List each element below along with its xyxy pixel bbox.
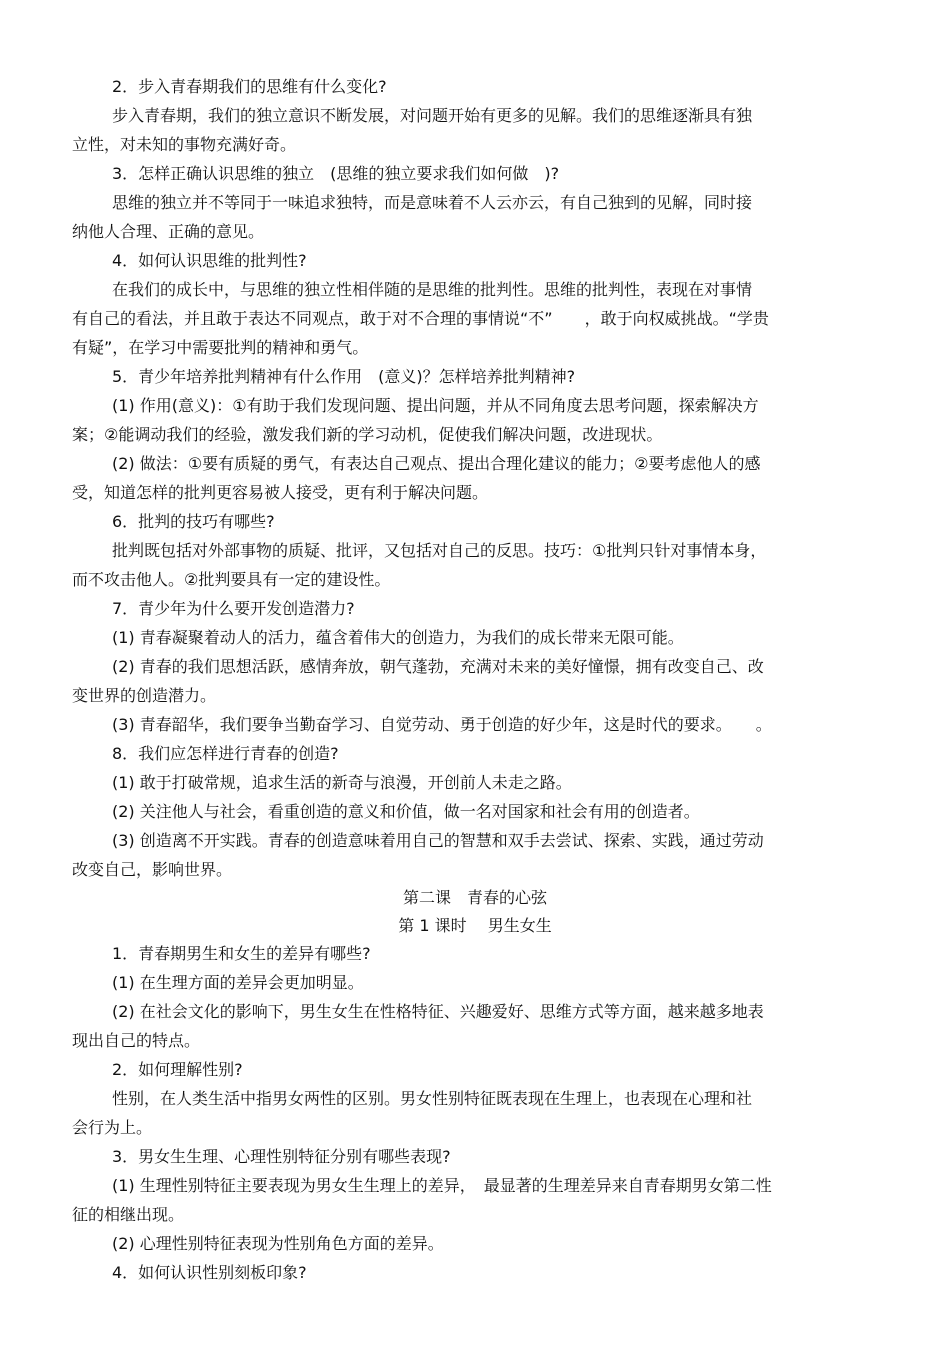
paragraph-line: (2) 青春的我们思想活跃，感情奔放，朝气蓬勃，充满对未来的美好憧憬，拥有改变自己、改 <box>112 657 764 676</box>
question-heading: 5．青少年培养批判精神有什么作用 (意义)？怎样培养批判精神? <box>112 367 576 386</box>
paragraph-line: 批判既包括对外部事物的质疑、批评，又包括对自己的反思。技巧：①批判只针对事情本身， <box>112 541 767 560</box>
paragraph-line: 步入青春期，我们的独立意识不断发展，对问题开始有更多的见解。我们的思维逐渐具有独 <box>112 106 753 125</box>
question-heading: 3．怎样正确认识思维的独立 (思维的独立要求我们如何做 )? <box>112 164 560 183</box>
paragraph-line: (2) 在社会文化的影响下，男生女生在性格特征、兴趣爱好、思维方式等方面，越来越多地表 <box>112 1002 764 1021</box>
paragraph-line: 变世界的创造潜力。 <box>72 686 217 705</box>
paragraph-line: (1) 作用(意义)：①有助于我们发现问题、提出问题，并从不同角度去思考问题，探索解决方 <box>112 396 759 415</box>
paragraph-line: 思维的独立并不等同于一味追求独特，而是意味着不人云亦云，有自己独到的见解，同时接 <box>112 193 753 212</box>
question-heading: 7．青少年为什么要开发创造潜力? <box>112 599 355 618</box>
paragraph-line: (3) 青春韶华，我们要争当勤奋学习、自觉劳动、勇于创造的好少年，这是时代的要求。 。 <box>112 715 772 734</box>
question-heading: 3．男女生生理、心理性别特征分别有哪些表现? <box>112 1147 451 1166</box>
paragraph-line: 而不攻击他人。②批判要具有一定的建设性。 <box>72 570 391 589</box>
paragraph-line: (1) 敢于打破常规，追求生活的新奇与浪漫，开创前人未走之路。 <box>112 773 572 792</box>
question-heading: 2．步入青春期我们的思维有什么变化? <box>112 77 387 96</box>
question-heading: 8．我们应怎样进行青春的创造? <box>112 744 339 763</box>
paragraph-line: 有疑”，在学习中需要批判的精神和勇气。 <box>72 338 369 357</box>
question-heading: 2．如何理解性别? <box>112 1060 243 1079</box>
paragraph-line: 会行为上。 <box>72 1118 153 1137</box>
question-heading: 6．批判的技巧有哪些? <box>112 512 275 531</box>
question-heading: 4．如何认识性别刻板印象? <box>112 1263 307 1282</box>
paragraph-line: (3) 创造离不开实践。青春的创造意味着用自己的智慧和双手去尝试、探索、实践，通过劳动 <box>112 831 764 850</box>
paragraph-line: (1) 青春凝聚着动人的活力，蕴含着伟大的创造力，为我们的成长带来无限可能。 <box>112 628 684 647</box>
paragraph-line: 改变自己，影响世界。 <box>72 860 233 879</box>
paragraph-line: 有自己的看法，并且敢于表达不同观点，敢于对不合理的事情说“不” ，敢于向权威挑战。“学贵 <box>72 309 769 328</box>
paragraph-line: 现出自己的特点。 <box>72 1031 201 1050</box>
question-heading: 1．青春期男生和女生的差异有哪些? <box>112 944 371 963</box>
paragraph-line: 立性，对未知的事物充满好奇。 <box>72 135 297 154</box>
paragraph-line: 受，知道怎样的批判更容易被人接受，更有利于解决问题。 <box>72 483 489 502</box>
paragraph-line: (1) 生理性别特征主要表现为男女生生理上的差异， 最显著的生理差异来自青春期男女第二性 <box>112 1176 772 1195</box>
paragraph-line: (2) 关注他人与社会，看重创造的意义和价值，做一名对国家和社会有用的创造者。 <box>112 802 700 821</box>
paragraph-line: 在我们的成长中，与思维的独立性相伴随的是思维的批判性。思维的批判性，表现在对事情 <box>112 280 753 299</box>
question-heading: 4．如何认识思维的批判性? <box>112 251 307 270</box>
paragraph-line: (1) 在生理方面的差异会更加明显。 <box>112 973 364 992</box>
paragraph-line: (2) 做法：①要有质疑的勇气，有表达自己观点、提出合理化建议的能力；②要考虑他人的感 <box>112 454 761 473</box>
paragraph-line: (2) 心理性别特征表现为性别角色方面的差异。 <box>112 1234 444 1253</box>
paragraph-line: 纳他人合理、正确的意见。 <box>72 222 265 241</box>
paragraph-line: 性别，在人类生活中指男女两性的区别。男女性别特征既表现在生理上，也表现在心理和社 <box>112 1089 753 1108</box>
lesson-title: 第二课 青春的心弦 <box>402 888 547 907</box>
lesson-subtitle: 第 1 课时 男生女生 <box>398 916 552 935</box>
paragraph-line: 征的相继出现。 <box>72 1205 185 1224</box>
paragraph-line: 案；②能调动我们的经验，激发我们新的学习动机，促使我们解决问题，改进现状。 <box>72 425 663 444</box>
